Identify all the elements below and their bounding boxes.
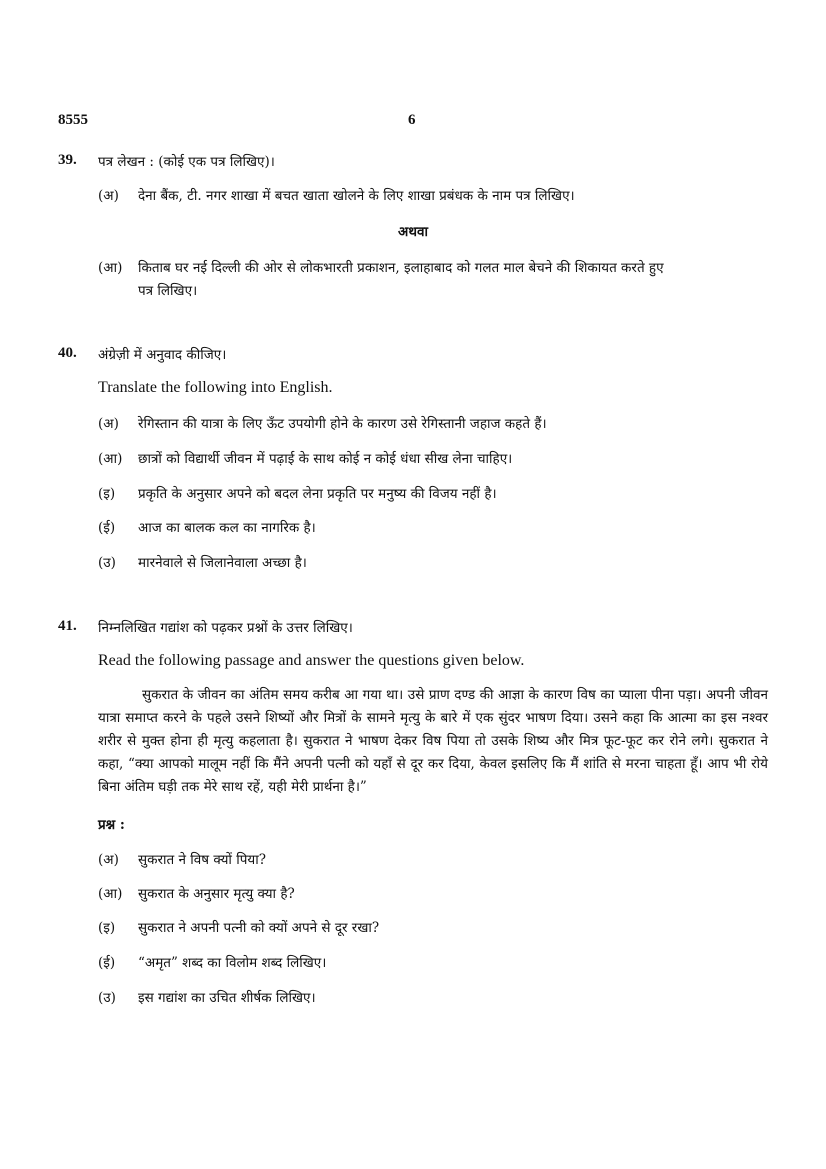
question-41-number: 41.: [58, 618, 77, 634]
paper-code: 8555: [58, 112, 88, 128]
question-41-item: [98, 850, 266, 868]
item-text: “अमृत” शब्द का विलोम शब्द लिखिए।: [138, 955, 327, 971]
question-41-item: [98, 884, 295, 902]
item-text: रेगिस्तान की यात्रा के लिए ऊँट उपयोगी होने के कारण उसे रेगिस्तानी जहाज कहते हैं।: [138, 416, 547, 432]
item-text: छात्रों को विद्यार्थी जीवन में पढ़ाई के साथ कोई न कोई धंधा सीख लेना चाहिए।: [138, 451, 513, 467]
item-text: इस गद्यांश का उचित शीर्षक लिखिए।: [138, 990, 316, 1006]
question-39-number: 39.: [58, 152, 77, 168]
question-40-item: [98, 414, 547, 432]
or-separator: अथवा: [398, 224, 428, 240]
item-label: (ई): [98, 955, 116, 971]
question-39-title: पत्र लेखन : (कोई एक पत्र लिखिए)।: [98, 154, 275, 170]
question-39-option-b-continued: पत्र लिखिए।: [138, 283, 198, 299]
question-39-option-b: [98, 258, 664, 276]
questions-label: प्रश्न :: [98, 817, 125, 833]
question-40-number: 40.: [58, 345, 77, 361]
option-label: (अ): [98, 188, 119, 204]
item-text: सुकरात ने विष क्यों पिया?: [138, 852, 266, 868]
question-40-item: [98, 553, 307, 571]
item-text: सुकरात के अनुसार मृत्यु क्या है?: [138, 886, 295, 902]
option-label: (आ): [98, 260, 123, 276]
question-41-item: [98, 953, 326, 971]
item-label: (इ): [98, 920, 116, 936]
item-label: (आ): [98, 451, 123, 467]
item-label: (उ): [98, 555, 116, 571]
reading-passage: सुकरात के जीवन का अंतिम समय करीब आ गया था। उसे प्राण दण्ड की आज्ञा के कारण विष का प्याला पीना पड़ा। अपनी जीवन यात्रा समाप्त करने के पहले उसने शिष्यों और मित्रों के सामने मृत्यु के बारे में एक सुंदर भाषण दिया। उसने कहा कि आत्मा का इस नश्वर शरीर से मुक्त होना ही मृत्यु कहलाता है। सुकरात ने भाषण देकर विष पिया तो उसके शिष्य और मित्र फूट-फूट कर रोने लगे। सुकरात ने कहा, “क्या आपको मालूम नहीं कि मैंने अपनी पत्नी को यहाँ से दूर कर दिया, केवल इसलिए कि मैं शांति से मरना चाहता हूँ। आप भी रोये बिना अंतिम घड़ी तक मेरे साथ रहें, यही मेरी प्रार्थना है।”: [98, 687, 768, 795]
item-label: (आ): [98, 886, 123, 902]
option-text: किताब घर नई दिल्ली की ओर से लोकभारती प्रकाशन, इलाहाबाद को गलत माल बेचने की शिकायत करते हुए: [138, 260, 664, 276]
page-number: 6: [408, 112, 416, 128]
item-label: (अ): [98, 416, 119, 432]
question-41-item: [98, 918, 379, 936]
question-40-english-instruction: Translate the following into English.: [98, 379, 333, 396]
item-label: (इ): [98, 486, 116, 502]
item-text: मारनेवाले से जिलानेवाला अच्छा है।: [138, 555, 307, 571]
item-text: प्रकृति के अनुसार अपने को बदल लेना प्रकृति पर मनुष्य की विजय नहीं है।: [138, 486, 497, 502]
option-text: देना बैंक, टी. नगर शाखा में बचत खाता खोलने के लिए शाखा प्रबंधक के नाम पत्र लिखिए।: [138, 188, 575, 204]
question-39-option-a: [98, 186, 575, 204]
question-41-item: [98, 988, 316, 1006]
question-41-english-instruction: Read the following passage and answer the questions given below.: [98, 652, 525, 669]
question-40-title: अंग्रेज़ी में अनुवाद कीजिए।: [98, 347, 227, 363]
question-40-item: [98, 518, 316, 536]
item-label: (उ): [98, 990, 116, 1006]
item-text: सुकरात ने अपनी पत्नी को क्यों अपने से दूर रखा?: [138, 920, 380, 936]
question-41-title: निम्नलिखित गद्यांश को पढ़कर प्रश्नों के उत्तर लिखिए।: [98, 620, 353, 636]
question-40-item: [98, 484, 497, 502]
item-text: आज का बालक कल का नागरिक है।: [138, 520, 316, 536]
question-40-item: [98, 449, 512, 467]
item-label: (अ): [98, 852, 119, 868]
item-label: (ई): [98, 520, 116, 536]
